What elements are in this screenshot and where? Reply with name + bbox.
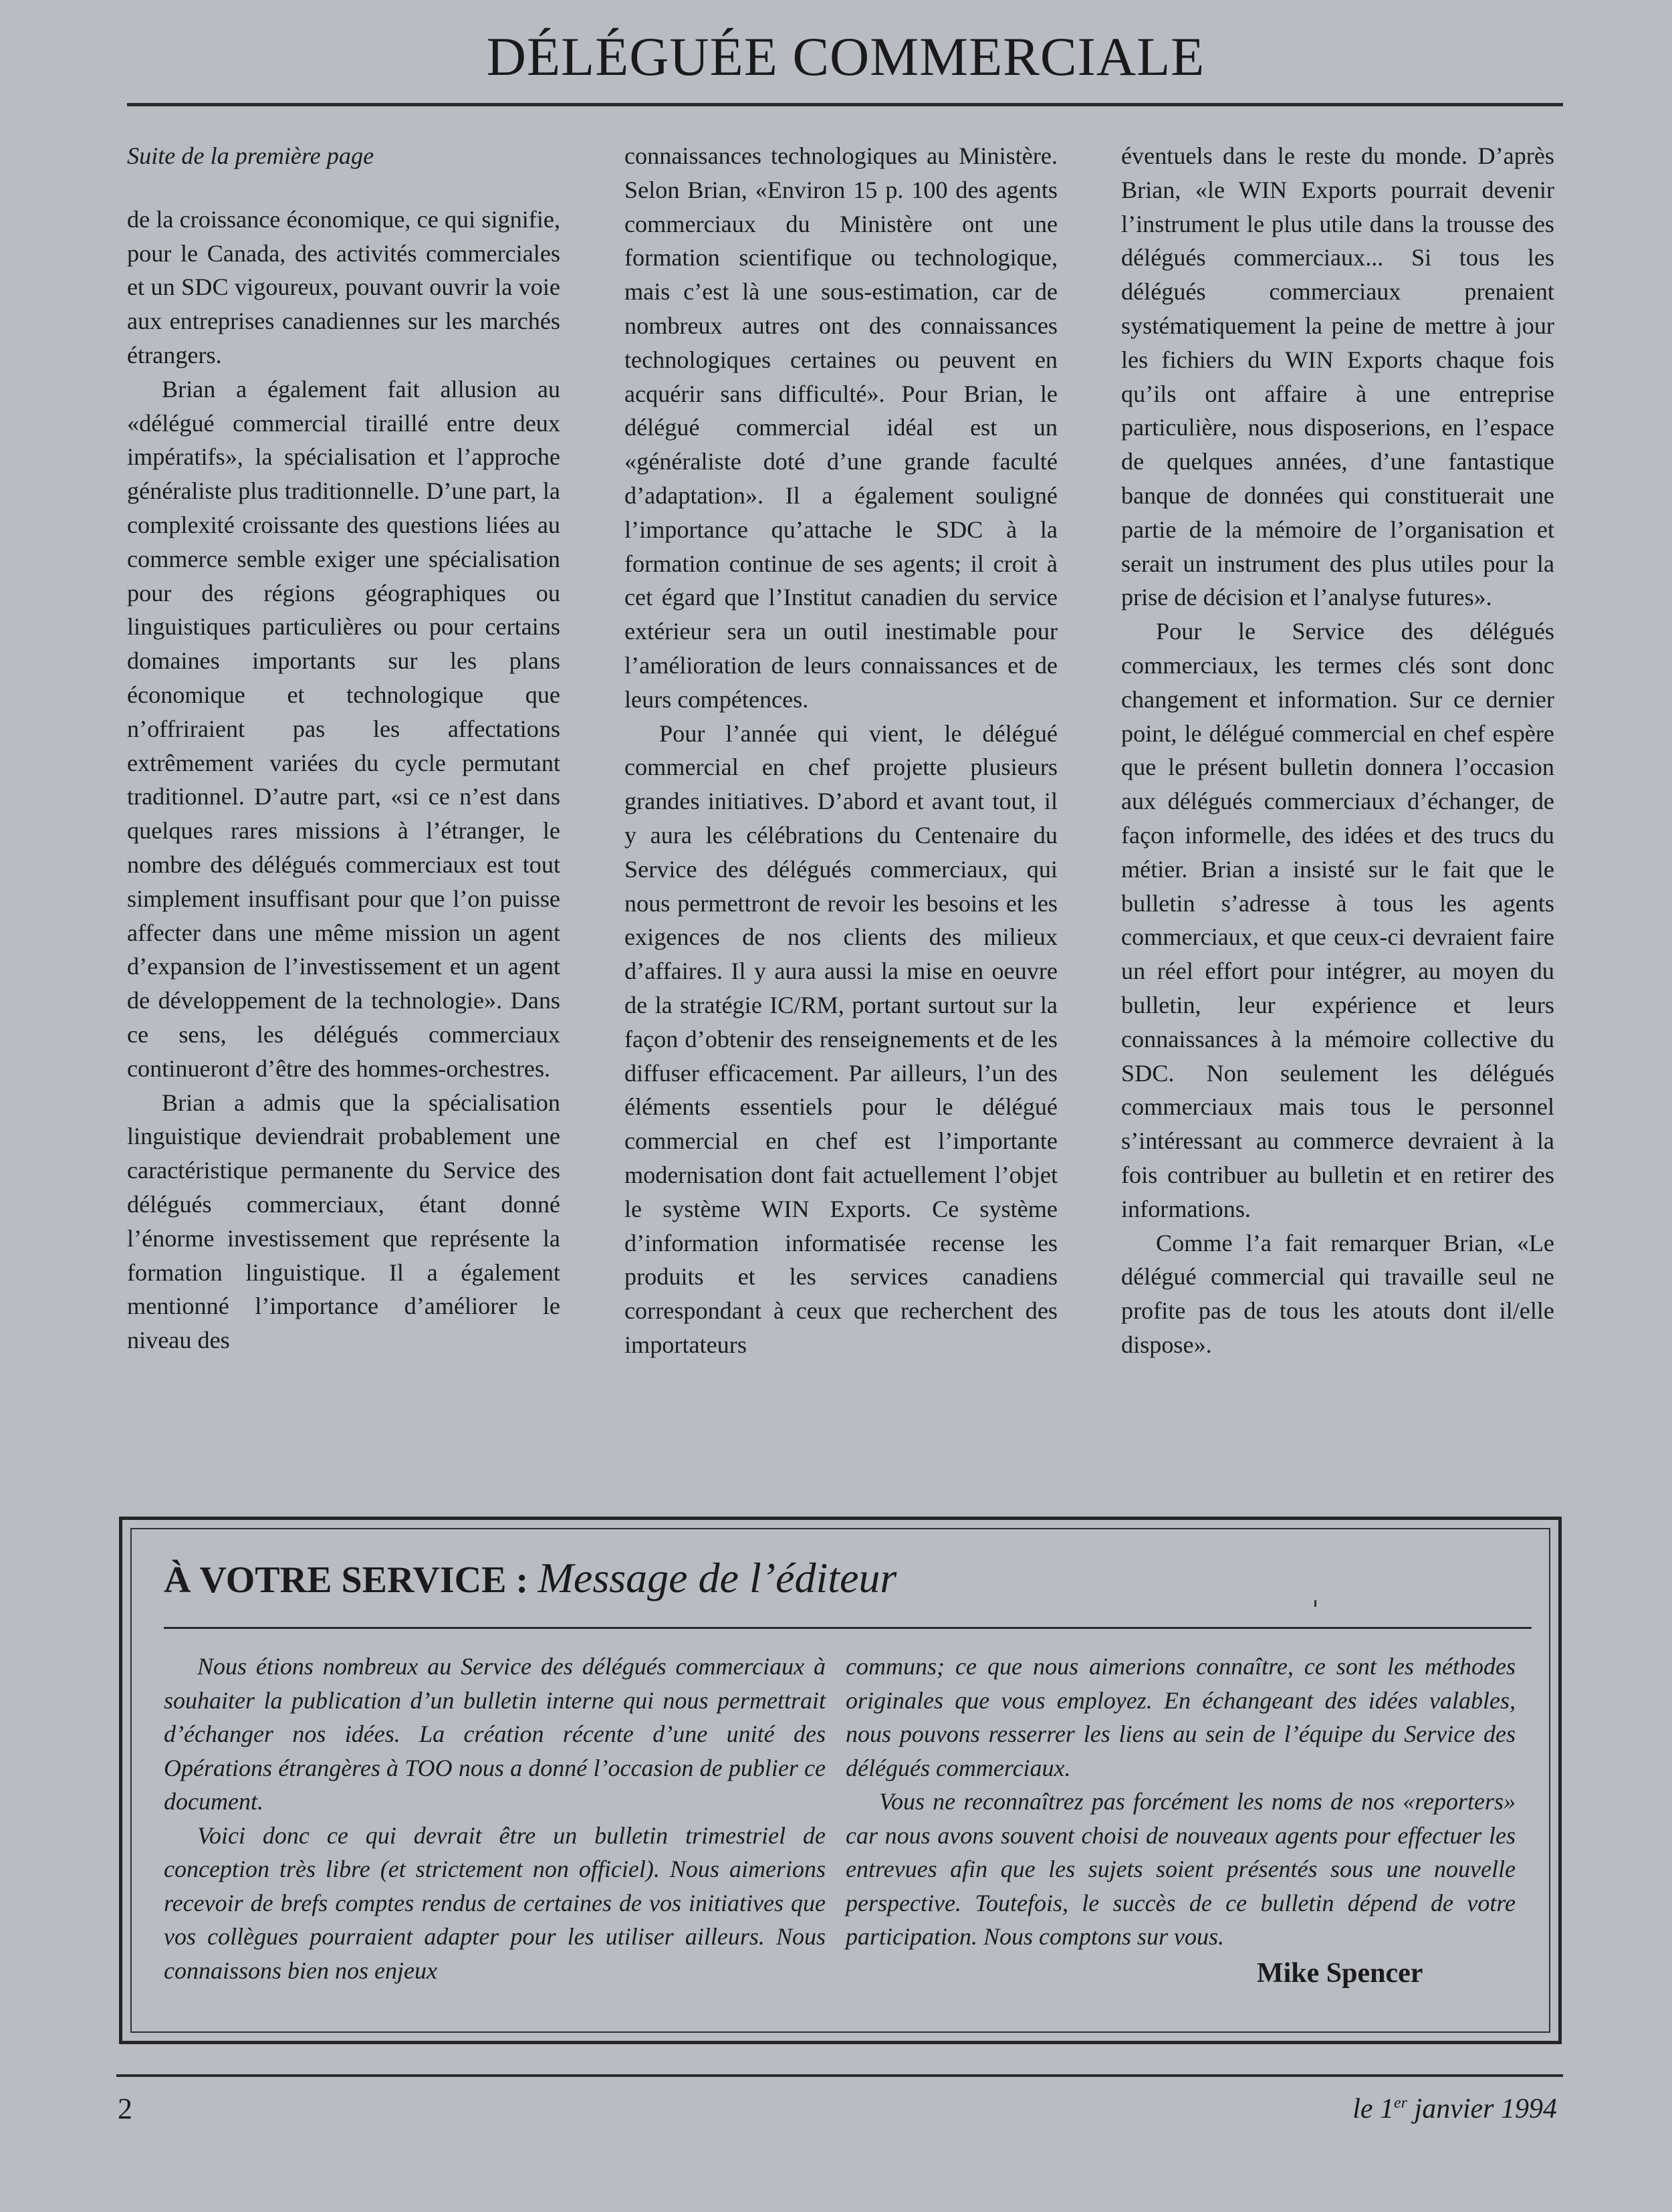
issue-date-day: le 1 — [1352, 2094, 1395, 2124]
issue-date-month-year: janvier 1994 — [1407, 2094, 1557, 2124]
article-paragraph: éventuels dans le reste du monde. D’après Brian, «le WIN Exports pourrait devenir l’instrument le plus utile dans la trousse des délégués commerciaux... Si tous les délégués commerciaux prenaient systématiquement la peine de mettre à jour les fichiers du WIN Exports chaque fois qu’ils ont affaire à une entreprise particulière, nous disposerions, en l’espace de quelques années, d’une fantastique banque de données qui constituerait une partie de la mémoire de l’organisation et serait un instrument des plus utiles pour la prise de décision et l’analyse futures». — [1121, 142, 1554, 611]
editor-column-1 — [164, 1650, 826, 1987]
editor-paragraph: communs; ce que nous aimerions connaître, ce sont les méthodes originales que vous employez. En échangeant des idées valables, nous pouvons resserrer les liens au sein de l’équipe du Service des délégués commerciaux. — [846, 1653, 1516, 1781]
article-paragraph: Brian a admis que la spécialisation linguistique deviendrait probablement une caractéristique permanente du Service des délégués commerciaux, étant donné l’énorme investissement que représente la formation linguistique. Il a également mentionné l’importance d’améliorer le niveau des — [127, 1089, 560, 1354]
editor-box-divider — [164, 1627, 1532, 1629]
continuation-note: Suite de la première page — [127, 142, 374, 169]
editor-message-box — [119, 1517, 1562, 2044]
article-paragraph: Pour le Service des délégués commerciaux, les termes clés sont donc changement et information. Sur ce dernier point, le délégué commercial en chef espère que le présent bulletin donnera l’occasion aux délégués commerciaux d’échanger, de façon informelle, des idées et des trucs du métier. Brian a insisté sur le fait que le bulletin s’adresse à tous les agents commerciaux, et que ceux-ci devraient faire un réel effort pour intégrer, au moyen du bulletin, leur expérience et leurs connaissances à la mémoire collective du SDC. Non seulement les délégués commerciaux mais tous le personnel s’intéressant au commerce devraient à la fois contribuer au bulletin et en retirer des informations. — [1121, 618, 1554, 1222]
section-title: Message de l’éditeur — [538, 1554, 897, 1601]
article-paragraph: Brian a également fait allusion au «délégué commercial tiraillé entre deux impératifs», la spécialisation et l’approche généraliste plus traditionnelle. D’une part, la complexité croissante des questions liées au commerce semble exiger une spécialisation pour des régions géographiques ou linguistiques particulières ou pour certains domaines importants sur les plans économique et technologique que n’offriraient pas les affectations extrêmement variées du cycle permutant traditionnel. D’autre part, «si ce n’est dans quelques rares missions à l’étranger, le nombre des délégués commerciaux est tout simplement insuffisant pour que l’on puisse affecter dans une même mission un agent d’expansion de l’investissement et un agent de développement de la technologie». Dans ce sens, les délégués commerciaux continueront d’être des hommes-orchestres. — [127, 375, 560, 1082]
article-column-2 — [624, 139, 1058, 1362]
editor-paragraph: Nous étions nombreux au Service des délégués commerciaux à souhaiter la publication d’un bulletin interne qui nous permettrait d’échanger nos idées. La création récente d’une unité des Opérations étrangères à TOO nous a donné l’occasion de publier ce document. — [164, 1653, 826, 1815]
editor-paragraph: Voici donc ce qui devrait être un bulletin trimestriel de conception très libre (et strictement non officiel). Nous aimerions recevoir de brefs comptes rendus de certaines de vos initiatives que vos collègues pourraient adapter pour les utiliser ailleurs. Nous connaissons bien nos enjeux — [164, 1821, 826, 1984]
editor-box-heading — [164, 1553, 897, 1603]
editor-column-2 — [846, 1650, 1516, 1954]
article-paragraph: connaissances technologiques au Ministère. Selon Brian, «Environ 15 p. 100 des agents commerciaux du Ministère ont une formation scientifique ou technologique, mais c’est là une sous-estimation, car de nombreux autres ont des connaissances technologiques certaines ou peuvent en acquérir sans difficulté». Pour Brian, le délégué commercial idéal est un «généraliste doté d’une grande faculté d’adaptation». Il a également souligné l’importance qu’attache le SDC à la formation continue de ses agents; il croit à cet égard que l’Institut canadien du service extérieur sera un outil inestimable pour l’amélioration de leurs connaissances et de leurs compétences. — [624, 142, 1058, 713]
editor-paragraph: Vous ne reconnaîtrez pas forcément les noms de nos «reporters» car nous avons souvent choisi de nouveaux agents pour effectuer les entrevues afin que les sujets soient présentés sous une nouvelle perspective. Toutefois, le succès de ce bulletin dépend de votre participation. Nous comptons sur vous. — [846, 1788, 1516, 1950]
stray-mark — [1314, 1600, 1316, 1607]
section-label: À VOTRE SERVICE : — [164, 1559, 529, 1601]
article-paragraph: de la croissance économique, ce qui signifie, pour le Canada, des activités commerciales et un SDC vigoureux, pouvant ouvrir la voie aux entreprises canadiennes sur les marchés étrangers. — [127, 205, 560, 368]
article-paragraph: Comme l’a fait remarquer Brian, «Le délégué commercial qui travaille seul ne profite pas de tous les atouts dont il/elle dispose». — [1121, 1229, 1554, 1358]
page-number: 2 — [118, 2092, 132, 2125]
issue-date-ordinal: er — [1394, 2094, 1408, 2112]
page-title: DÉLÉGUÉE COMMERCIALE — [486, 26, 1205, 87]
article-column-3 — [1121, 139, 1554, 1362]
article-paragraph: Pour l’année qui vient, le délégué commercial en chef projette plusieurs grandes initiatives. D’abord et avant tout, il y aura les célébrations du Centenaire du Service des délégués commerciaux, qui nous permettront de revoir les besoins et les exigences de nos clients des milieux d’affaires. Il y aura aussi la mise en oeuvre de la stratégie IC/RM, portant surtout sur la façon d’obtenir des renseignements et de les diffuser efficacement. Par ailleurs, l’un des éléments essentiels pour le délégué commercial en chef est l’importante modernisation dont fait actuellement l’objet le système WIN Exports. Ce système d’information informatisée recense les produits et les services canadiens correspondant à ceux que recherchent des importateurs — [624, 720, 1058, 1358]
footer-divider — [116, 2074, 1563, 2077]
header-divider — [127, 103, 1563, 106]
editor-signature: Mike Spencer — [1257, 1958, 1423, 1989]
article-column-1 — [127, 139, 560, 1357]
issue-date — [1352, 2093, 1557, 2125]
